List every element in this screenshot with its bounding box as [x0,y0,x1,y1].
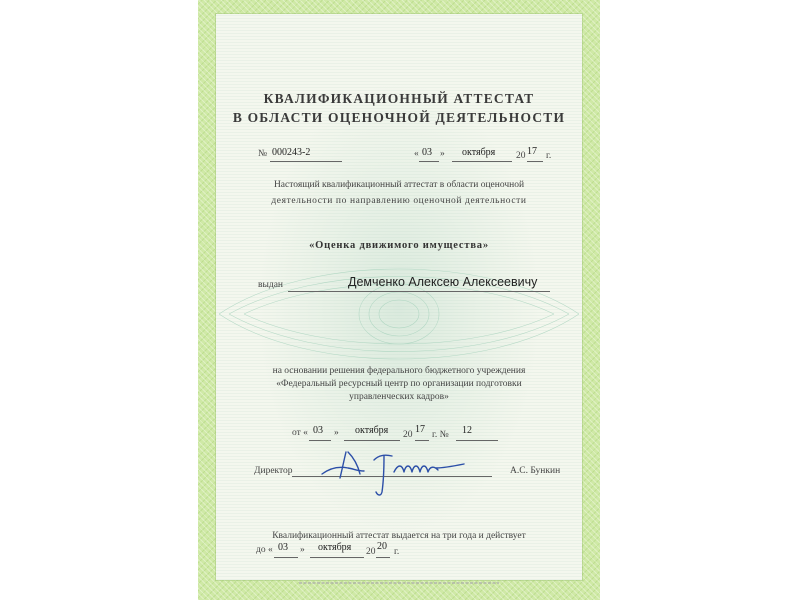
valid-until-month-underline [310,557,364,558]
certificate [198,0,600,600]
basis-line-1: на основании решения федерального бюджетного учреждения [272,366,526,376]
valid-until-year-suffix: 20 [377,541,387,552]
valid-until-day-underline [274,557,298,558]
certificate-body [216,14,582,580]
issued-to-label: выдан [258,280,284,290]
decision-year-prefix: 20 [403,430,413,440]
decision-month: октября [355,425,389,436]
decision-year-unit: г. № [432,430,449,440]
valid-until-day: 03 [278,542,288,553]
recipient-underline [288,291,550,292]
issue-date-day: 03 [422,147,432,158]
validity-text: Квалификационный аттестат выдается на три года и действует [272,531,526,541]
decision-day: 03 [313,425,323,436]
director-label: Директор [254,466,293,476]
intro-line-2: деятельности по направлению оценочной деятельности [271,196,527,206]
issue-date-year-unit: г. [546,151,552,161]
director-signature [314,438,474,498]
valid-until-year-underline [376,557,390,558]
intro-line-1: Настоящий квалификационный аттестат в области оценочной [273,180,525,190]
decision-from-label: от « [292,428,308,438]
issue-date-year-prefix: 20 [516,151,526,161]
printer-imprint [216,572,582,590]
valid-until-year-prefix: 20 [366,547,376,557]
number-underline [270,161,342,162]
issue-month-underline [452,161,512,162]
valid-until-month: октября [318,542,352,553]
issue-date-close-quote: » [440,149,445,159]
decision-number: 12 [462,425,472,436]
basis-line-3: управленческих кадров» [349,392,449,402]
decision-year-suffix: 17 [415,424,425,435]
director-name: А.С. Бункин [510,466,561,476]
certificate-title-line-1: КВАЛИФИКАЦИОННЫЙ АТТЕСТАТ [263,91,535,106]
issue-date-year-suffix: 17 [527,146,537,157]
valid-until-label: до « [256,545,273,555]
assessment-direction: «Оценка движимого имущества» [309,240,489,251]
certificate-title-line-2: В ОБЛАСТИ ОЦЕНОЧНОЙ ДЕЯТЕЛЬНОСТИ [232,110,566,125]
guilloche-rosette [219,254,579,374]
valid-until-year-unit: г. [394,547,400,557]
issue-day-underline [419,161,439,162]
recipient-name: Демченко Алексею Алексеевичу [348,275,538,289]
number-label: № [258,149,268,159]
basis-line-2: «Федеральный ресурсный центр по организации подготовки [276,379,522,389]
decision-close-quote: » [334,428,339,438]
valid-until-close-quote: » [300,545,305,555]
issue-date-open-quote: « [414,149,419,159]
issue-year-underline [527,161,543,162]
issue-date-month: октября [462,147,496,158]
certificate-number: 000243-2 [272,147,311,158]
